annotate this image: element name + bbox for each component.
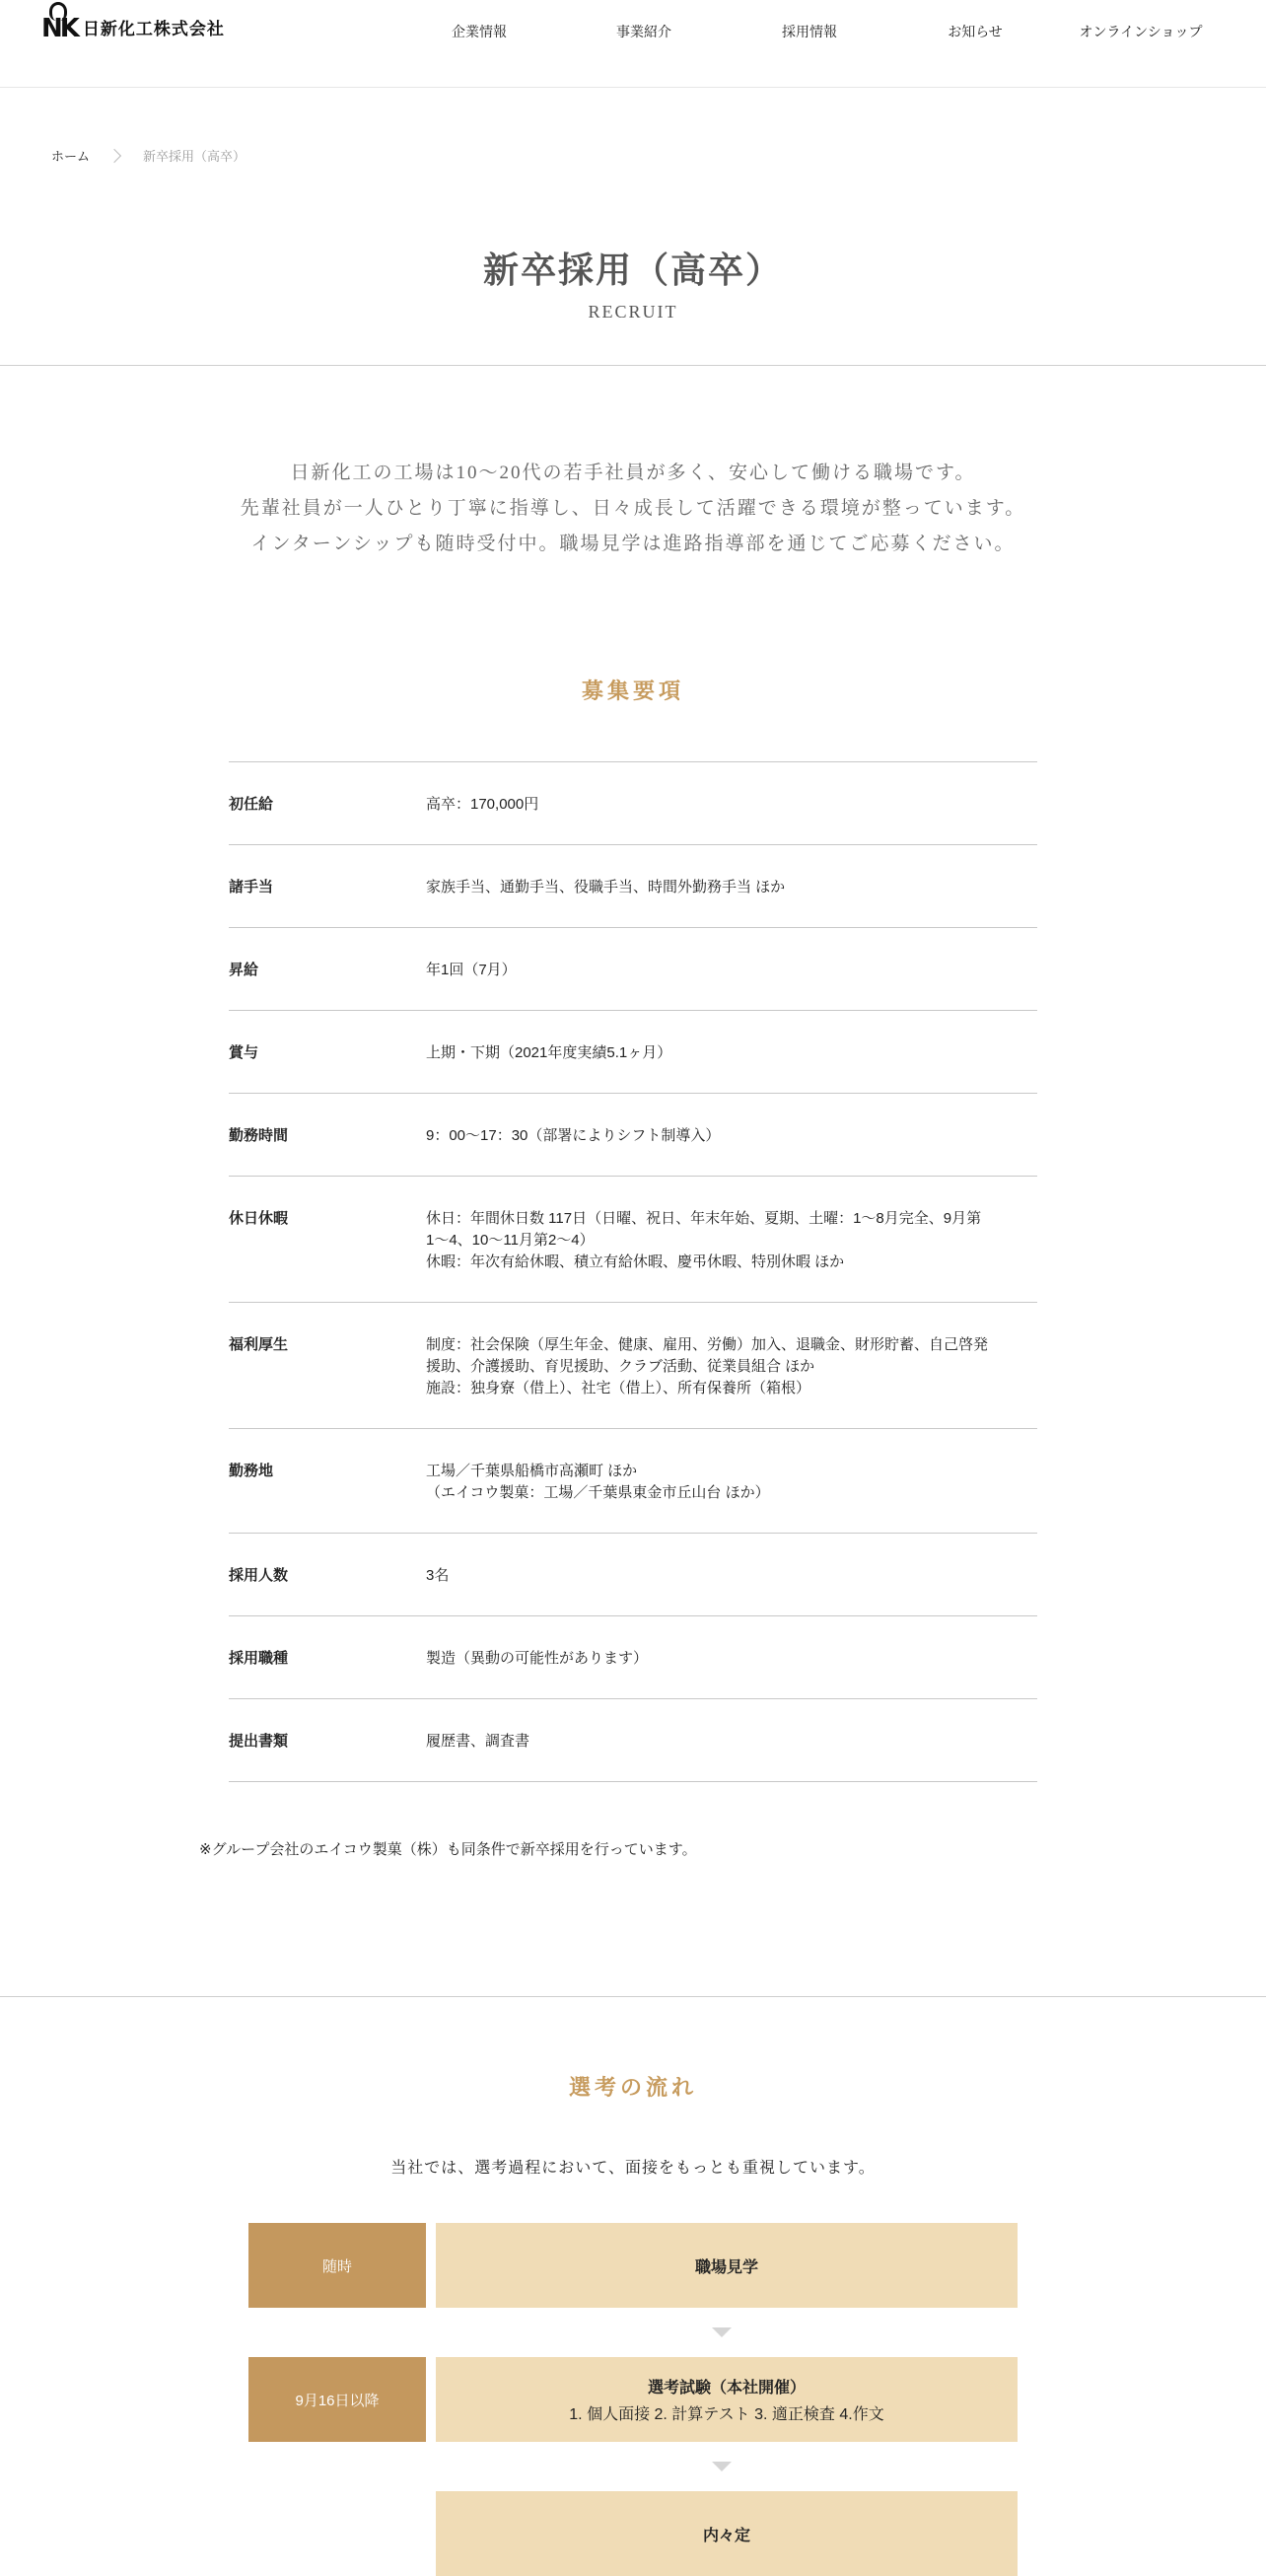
arrow-down-icon <box>712 2462 732 2471</box>
chevron-right-icon <box>107 148 121 162</box>
table-row <box>229 762 1037 845</box>
row-value: 休日：年間休日数 117日（日曜、祝日、年末年始、夏期、土曜：1〜8月完全、9月第1〜4、10〜11月第2〜4） 休暇：年次有給休暇、積立有給休暇、慶弔休暇、特別休暇 ほか <box>426 1210 982 1270</box>
logo-mark: NK <box>41 16 77 41</box>
row-label: 休日休暇 <box>229 1210 289 1227</box>
row-value: 制度：社会保険（厚生年金、健康、雇用、労働）加入、退職金、財形貯蓄、自己啓発援助、介護援助、育児援助、クラブ活動、従業員組合 ほか 施設：独身寮（借上）、社宅（借上）、所有保養所（箱根） <box>426 1336 989 1396</box>
step-title: 職場見学 <box>694 2258 758 2276</box>
step-title: 内々定 <box>702 2527 750 2544</box>
row-label: 提出書類 <box>229 1733 289 1750</box>
table-row <box>229 1094 1037 1177</box>
table-row <box>229 1616 1037 1699</box>
group-company-note: ※グループ会社のエイコウ製菓（株）も同条件で新卒採用を行っています。 <box>199 1841 697 1858</box>
divider <box>0 365 1266 366</box>
row-label: 採用職種 <box>229 1650 289 1667</box>
flow-step <box>248 2223 1018 2308</box>
intro-line: 先輩社員が一人ひとり丁寧に指導し、日々成長して活躍できる環境が整っています。 <box>240 498 1026 519</box>
step-timing: 9月16日以降 <box>248 2357 426 2442</box>
row-value: 履歴書、調査書 <box>426 1733 530 1750</box>
row-value: 3名 <box>426 1567 450 1584</box>
table-row <box>229 1429 1037 1534</box>
breadcrumb-home[interactable]: ホーム <box>51 149 91 164</box>
row-value: 製造（異動の可能性があります） <box>426 1650 649 1667</box>
flow-heading: 選考の流れ <box>568 2075 697 2100</box>
row-label: 初任給 <box>229 796 274 813</box>
page-subtitle: RECRUIT <box>588 302 678 322</box>
site-header <box>0 0 1266 88</box>
intro-line: インターンシップも随時受付中。職場見学は進路指導部を通じてご応募ください。 <box>250 534 1016 554</box>
row-value: 上期・下期（2021年度実績5.1ヶ月） <box>426 1044 672 1061</box>
row-label: 勤務地 <box>229 1463 274 1479</box>
step-box <box>436 2491 1018 2576</box>
table-row <box>229 1011 1037 1094</box>
requirements-heading: 募集要項 <box>581 679 684 703</box>
row-label: 賞与 <box>229 1044 259 1061</box>
table-row <box>229 1303 1037 1429</box>
table-row <box>229 1177 1037 1303</box>
intro-text <box>0 456 1266 562</box>
row-label: 勤務時間 <box>229 1127 289 1144</box>
row-label: 採用人数 <box>229 1567 289 1584</box>
flow-intro: 当社では、選考過程において、面接をもっとも重視しています。 <box>390 2160 876 2177</box>
table-row <box>229 1699 1037 1782</box>
flow-step <box>248 2491 1018 2576</box>
nav-item-online-shop[interactable]: オンラインショップ <box>1079 24 1203 39</box>
step-detail: 1. 個人面接 2. 計算テスト 3. 適正検査 4.作文 <box>569 2406 884 2423</box>
breadcrumb-current: 新卒採用（高卒） <box>143 149 246 164</box>
step-box <box>436 2357 1018 2442</box>
table-row <box>229 845 1037 928</box>
row-label: 昇給 <box>229 962 259 978</box>
intro-line: 日新化工の工場は10～20代の若手社員が多く、安心して働ける職場です。 <box>290 463 976 483</box>
breadcrumb <box>51 146 246 165</box>
row-label: 福利厚生 <box>229 1336 289 1353</box>
row-value: 工場／千葉県船橋市高瀬町 ほか （エイコウ製菓：工場／千葉県東金市丘山台 ほか） <box>426 1463 770 1501</box>
nav-item-recruit[interactable]: 採用情報 <box>782 24 837 39</box>
row-value: 9：00〜17：30（部署によりシフト制導入） <box>426 1127 721 1144</box>
row-value: 高卒：170,000円 <box>426 796 539 813</box>
page-title: 新卒採用（高卒） <box>482 250 783 290</box>
step-timing: 随時 <box>248 2223 426 2308</box>
nav-item-company[interactable]: 企業情報 <box>452 24 507 39</box>
flow-step <box>248 2357 1018 2442</box>
table-row <box>229 928 1037 1011</box>
nav-item-business[interactable]: 事業紹介 <box>616 24 671 39</box>
requirements-table <box>229 761 1037 1782</box>
row-label: 諸手当 <box>229 879 274 895</box>
step-title: 選考試験（本社開催） <box>647 2380 806 2397</box>
logo-name: 日新化工株式会社 <box>82 20 225 39</box>
nav-item-news[interactable]: お知らせ <box>948 24 1003 39</box>
table-row <box>229 1534 1037 1616</box>
row-value: 年1回（7月） <box>426 962 517 978</box>
divider <box>0 1996 1266 1997</box>
arrow-down-icon <box>712 2327 732 2337</box>
step-box <box>436 2223 1018 2308</box>
row-value: 家族手当、通勤手当、役職手当、時間外勤務手当 ほか <box>426 879 786 895</box>
global-nav <box>0 22 1266 41</box>
